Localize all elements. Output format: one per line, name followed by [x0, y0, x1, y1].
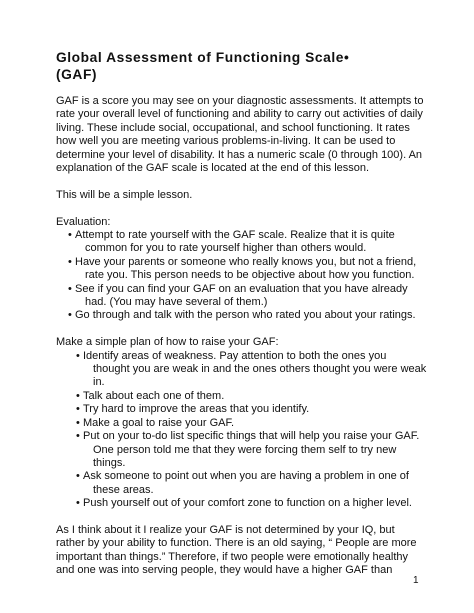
list-item-text: Identify areas of weakness. Pay attention to both the ones you — [83, 349, 387, 362]
intro-line: rate your overall level of functioning and ability to carry out activities of daily — [56, 108, 423, 121]
closing-line: rather by your ability to function. There is an old saying, “ People are more — [56, 537, 417, 550]
list-item — [56, 283, 436, 310]
list-item — [56, 309, 436, 322]
list-item-text: rate you. This person needs to be objective about how you function. — [85, 269, 415, 282]
plan-list — [56, 350, 436, 511]
closing-line: As I think about it I realize your GAF is not determined by your IQ, but — [56, 523, 395, 536]
intro-line: explanation of the GAF scale is located at the end of this lesson. — [56, 162, 370, 175]
list-item-text: Go through and talk with the person who rated you about your ratings. — [75, 309, 416, 322]
bullet-icon: • — [68, 309, 72, 322]
intro-line: determine your level of disability. It has a numeric scale (0 through 100). An — [56, 148, 423, 161]
list-item — [56, 497, 436, 510]
list-item — [56, 390, 436, 403]
bullet-icon: • — [76, 403, 80, 416]
list-item-text: Make a goal to raise your GAF. — [83, 416, 235, 429]
plan-heading: Make a simple plan of how to raise your GAF: — [56, 336, 279, 349]
list-item-text: Push yourself out of your comfort zone to function on a higher level. — [83, 497, 412, 510]
title-line-1: Global Assessment of Functioning Scale• — [56, 50, 350, 65]
list-item — [56, 430, 436, 470]
document-title — [56, 50, 349, 83]
closing-line: and one was into serving people, they would have a higher GAF than — [56, 564, 393, 577]
list-item-text: Ask someone to point out when you are having a problem in one of — [83, 470, 409, 483]
list-item-text: these areas. — [93, 483, 154, 496]
list-item — [56, 350, 436, 390]
document-body — [56, 95, 436, 591]
list-item-text: Talk about each one of them. — [83, 389, 225, 402]
evaluation-list — [56, 229, 436, 323]
closing-paragraph — [56, 524, 436, 578]
bullet-icon: • — [68, 282, 72, 295]
bullet-icon: • — [76, 416, 80, 429]
list-item-text: Try hard to improve the areas that you identify. — [83, 403, 310, 416]
intro-line: how well you are meeting various problems-in-living. It can be used to — [56, 135, 396, 148]
bullet-icon: • — [76, 349, 80, 362]
closing-line: important than things.” Therefore, if two people were emotionally healthy — [56, 550, 408, 563]
bullet-icon: • — [68, 229, 72, 242]
list-item-text: had. (You may have several of them.) — [85, 296, 268, 309]
intro-line: living. These include social, occupational, and school functioning. It rates — [56, 121, 410, 134]
bullet-icon: • — [68, 255, 72, 268]
evaluation-heading: Evaluation: — [56, 215, 111, 228]
list-item-text: Attempt to rate yourself with the GAF scale. Realize that it is quite — [75, 229, 395, 242]
bullet-icon: • — [76, 497, 80, 510]
intro-paragraph — [56, 95, 436, 175]
page-number: 1 — [413, 575, 419, 586]
list-item — [56, 229, 436, 256]
list-item — [56, 256, 436, 283]
list-item — [56, 470, 436, 497]
list-item-text: thought you are weak in and the ones others thought you were weak — [93, 363, 427, 376]
title-line-2: (GAF) — [56, 66, 98, 82]
bullet-icon: • — [76, 389, 80, 402]
list-item-text: things. — [93, 456, 126, 469]
list-item — [56, 403, 436, 416]
lesson-note: This will be a simple lesson. — [56, 188, 193, 201]
list-item-text: Have your parents or someone who really knows you, but not a friend, — [75, 255, 417, 268]
list-item-text: in. — [93, 376, 105, 389]
list-item — [56, 417, 436, 430]
list-item-text: common for you to rate yourself higher than others would. — [85, 242, 367, 255]
list-item-text: Put on your to-do list specific things that will help you raise your GAF. — [83, 430, 420, 443]
list-item-text: One person told me that they were forcing them self to try new — [93, 443, 397, 456]
list-item-text: See if you can find your GAF on an evaluation that you have already — [75, 282, 408, 295]
bullet-icon: • — [76, 470, 80, 483]
intro-line: GAF is a score you may see on your diagnostic assessments. It attempts to — [56, 95, 424, 107]
bullet-icon: • — [76, 430, 80, 443]
